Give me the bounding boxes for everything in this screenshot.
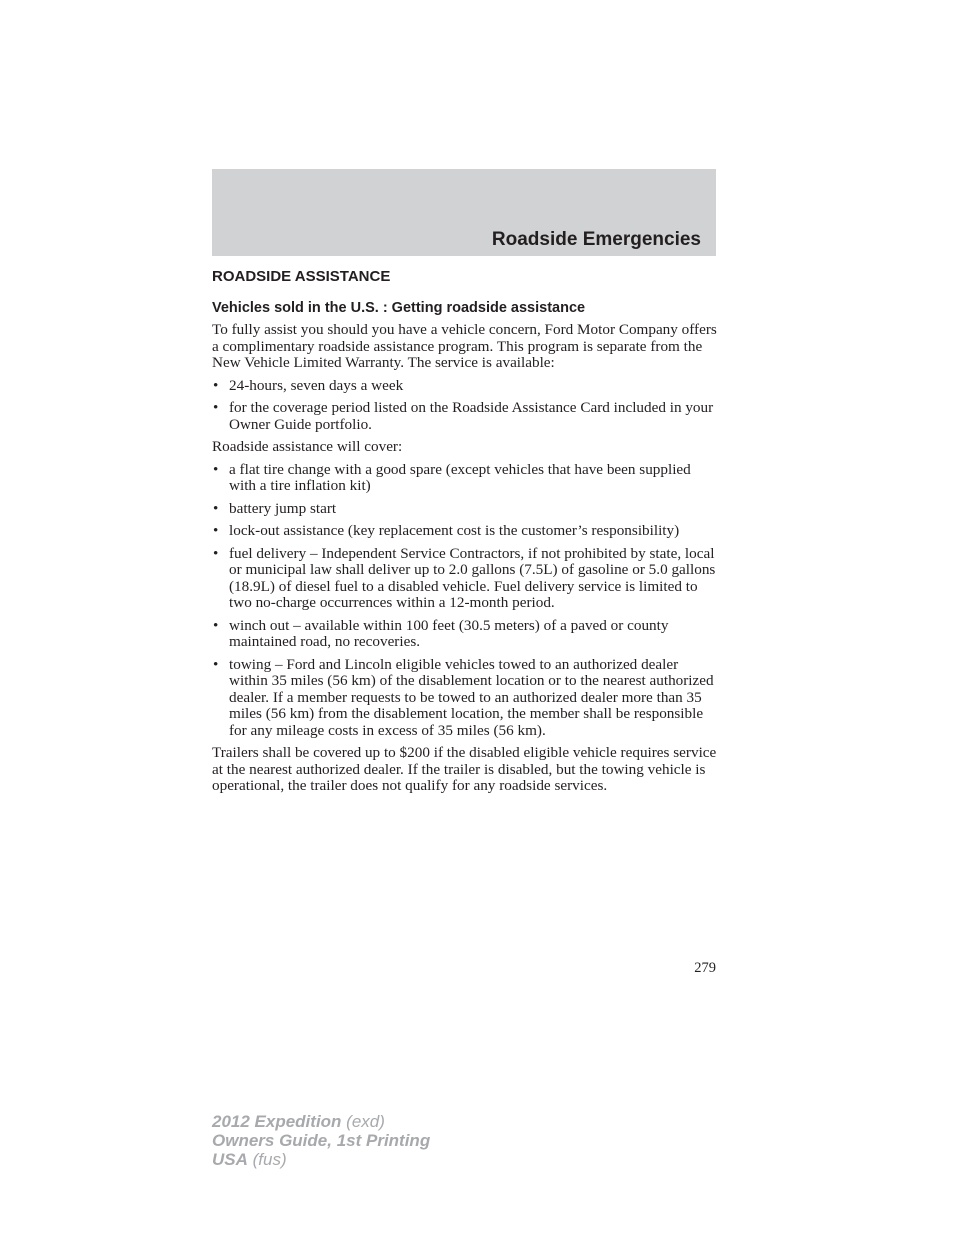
bullet-icon: • bbox=[213, 376, 219, 394]
footer-market: USA bbox=[212, 1150, 248, 1169]
list-item bbox=[212, 523, 718, 540]
page-number: 279 bbox=[694, 960, 716, 976]
bullet-icon: • bbox=[213, 616, 219, 634]
footer-market-code: (fus) bbox=[252, 1150, 287, 1169]
footer-model-code: (exd) bbox=[346, 1112, 385, 1131]
footer-model: 2012 Expedition bbox=[212, 1112, 342, 1131]
coverage-list bbox=[212, 462, 718, 740]
section-header-band bbox=[212, 169, 716, 256]
bullet-icon: • bbox=[213, 499, 219, 517]
chapter-title: Roadside Emergencies bbox=[491, 229, 701, 250]
bullet-icon: • bbox=[213, 399, 219, 416]
list-item-text: towing – Ford and Lincoln eligible vehicles towed to an authorized dealer within 35 miles (56 km) of the disablement location or to the nearest authorized dealer. If a member requests to be towed to an authorized dealer more than 35 miles (56 km) from the disablement location, the member shall be responsible for any mileage costs in excess of 35 miles (56 km). bbox=[229, 655, 714, 739]
section-heading: ROADSIDE ASSISTANCE bbox=[212, 268, 391, 285]
bullet-icon: • bbox=[213, 544, 219, 562]
trailers-paragraph: Trailers shall be covered up to $200 if the disabled eligible vehicle requires service at the nearest authorized dealer. If the trailer is disabled, but the towing vehicle is operational, the trailer does not qualify for any roadside services. bbox=[212, 744, 717, 794]
document-footer bbox=[212, 1112, 430, 1169]
footer-line-model bbox=[212, 1112, 430, 1131]
list-item-text: for the coverage period listed on the Roadside Assistance Card included in your Owner Guide portfolio. bbox=[229, 399, 714, 433]
list-item-text: battery jump start bbox=[229, 499, 337, 517]
list-item bbox=[212, 618, 718, 651]
intro-paragraph: To fully assist you should you have a vehicle concern, Ford Motor Company offers a complimentary roadside assistance program. This program is separate from the New Vehicle Limited Warranty. The service is available: bbox=[212, 321, 717, 371]
list-item-text: winch out – available within 100 feet (30.5 meters) of a paved or county maintained road, no recoveries. bbox=[229, 616, 669, 650]
page-content bbox=[212, 267, 718, 801]
sub-heading: Vehicles sold in the U.S. : Getting roadside assistance bbox=[212, 300, 586, 316]
list-item-text: fuel delivery – Independent Service Contractors, if not prohibited by state, local or municipal law shall deliver up to 2.0 gallons (7.5L) of gasoline or 5.0 gallons (18.9L) of diesel fuel to a disabled vehicle. Fuel delivery service is limited to two no-charge occurrences within a 12-month period. bbox=[229, 544, 716, 611]
footer-line-guide bbox=[212, 1131, 430, 1150]
list-item bbox=[212, 378, 718, 395]
bullet-icon: • bbox=[213, 460, 219, 478]
bullet-icon: • bbox=[213, 655, 219, 673]
footer-line-market bbox=[212, 1150, 430, 1169]
coverage-intro: Roadside assistance will cover: bbox=[212, 438, 403, 455]
list-item bbox=[212, 400, 718, 433]
bullet-icon: • bbox=[213, 522, 219, 539]
list-item-text: 24-hours, seven days a week bbox=[229, 376, 404, 394]
footer-guide: Owners Guide, 1st Printing bbox=[212, 1131, 431, 1150]
list-item bbox=[212, 501, 718, 518]
list-item-text: a flat tire change with a good spare (except vehicles that have been supplied with a tire inflation kit) bbox=[229, 460, 691, 494]
availability-list bbox=[212, 378, 718, 434]
list-item bbox=[212, 657, 718, 740]
list-item bbox=[212, 462, 718, 495]
list-item-text: lock-out assistance (key replacement cost is the customer’s responsibility) bbox=[229, 522, 680, 539]
list-item bbox=[212, 546, 718, 612]
